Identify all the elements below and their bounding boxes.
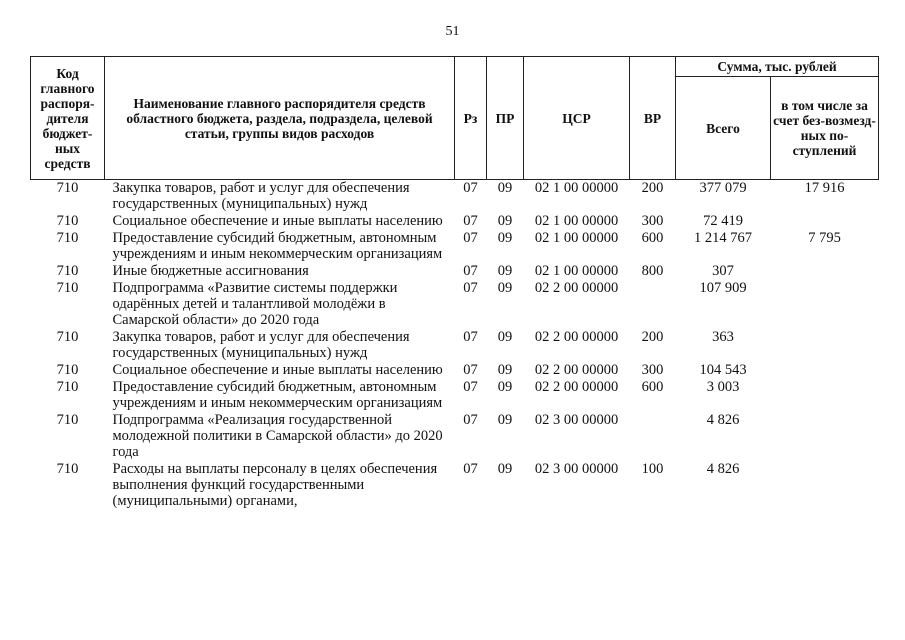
cell-free xyxy=(771,280,879,329)
cell-free xyxy=(771,379,879,412)
cell-rz: 07 xyxy=(463,280,478,296)
table-body xyxy=(31,180,879,511)
cell-free xyxy=(771,213,879,230)
cell-vr xyxy=(630,412,676,461)
cell-name: Расходы на выплаты персоналу в целях обеспечения выполнения функций государственными (муниципальными) органами, xyxy=(112,461,438,509)
cell-total: 4 826 xyxy=(706,461,740,477)
cell-csr: 02 2 00 00000 xyxy=(534,362,619,378)
cell-name: Подпрограмма «Развитие системы поддержки одарённых детей и талантливой молодёжи в Самарской области» до 2020 года xyxy=(112,280,398,328)
cell-name: Предоставление субсидий бюджетным, автономным учреждениям и иным некоммерческим организациям xyxy=(112,230,443,262)
table-row xyxy=(31,213,879,230)
cell-total: 363 xyxy=(712,329,734,345)
cell-vr xyxy=(630,280,676,329)
cell-pr: 09 xyxy=(497,461,513,477)
cell-csr: 02 2 00 00000 xyxy=(534,280,619,296)
cell-rz: 07 xyxy=(463,379,478,395)
page-number: 51 xyxy=(445,24,460,39)
table-row xyxy=(31,230,879,263)
cell-total: 107 909 xyxy=(699,280,747,296)
cell-name: Закупка товаров, работ и услуг для обеспечения государственных (муниципальных) нужд xyxy=(112,180,410,212)
cell-pr: 09 xyxy=(497,280,513,296)
cell-name: Закупка товаров, работ и услуг для обеспечения государственных (муниципальных) нужд xyxy=(112,329,410,361)
cell-total: 104 543 xyxy=(699,362,747,378)
cell-free: 7 795 xyxy=(808,230,841,246)
cell-code: 710 xyxy=(56,230,79,246)
header-total: Всего xyxy=(676,77,771,180)
cell-rz: 07 xyxy=(463,412,478,428)
cell-pr: 09 xyxy=(497,180,513,196)
header-sum: Сумма, тыс. рублей xyxy=(676,57,879,77)
cell-pr: 09 xyxy=(497,412,513,428)
cell-name: Иные бюджетные ассигнования xyxy=(112,263,309,279)
header-vr: ВР xyxy=(630,57,676,180)
cell-code: 710 xyxy=(56,362,79,378)
cell-free xyxy=(771,329,879,362)
cell-name: Социальное обеспечение и иные выплаты населению xyxy=(112,362,443,378)
cell-total: 72 419 xyxy=(703,213,743,229)
budget-table xyxy=(30,56,879,510)
cell-code: 710 xyxy=(56,213,79,229)
cell-name: Подпрограмма «Реализация государственной молодежной политики в Самарской области» до 2020 года xyxy=(112,412,443,460)
cell-free xyxy=(771,362,879,379)
cell-csr: 02 2 00 00000 xyxy=(534,379,619,395)
cell-rz: 07 xyxy=(463,362,478,378)
cell-vr: 300 xyxy=(641,213,664,229)
cell-code: 710 xyxy=(56,180,79,196)
header-csr: ЦСР xyxy=(524,57,630,180)
cell-vr: 600 xyxy=(641,230,664,246)
table-row xyxy=(31,379,879,412)
header-code: Код главного распоря-дителя бюджет-ных средств xyxy=(31,57,105,180)
header-free: в том числе за счет без-возмезд-ных по-ступлений xyxy=(771,77,879,180)
cell-rz: 07 xyxy=(463,230,478,246)
cell-name: Социальное обеспечение и иные выплаты населению xyxy=(112,213,443,229)
cell-free: 17 916 xyxy=(804,180,845,196)
cell-vr: 600 xyxy=(641,379,664,395)
cell-free xyxy=(771,263,879,280)
table-row xyxy=(31,362,879,379)
cell-code: 710 xyxy=(56,329,79,345)
cell-pr: 09 xyxy=(497,379,513,395)
table-header xyxy=(31,57,879,180)
cell-code: 710 xyxy=(56,263,79,279)
cell-rz: 07 xyxy=(463,263,478,279)
cell-total: 377 079 xyxy=(699,180,747,196)
cell-rz: 07 xyxy=(463,329,478,345)
cell-code: 710 xyxy=(56,461,79,477)
table-row xyxy=(31,280,879,329)
cell-pr: 09 xyxy=(497,213,513,229)
table-row xyxy=(31,461,879,510)
table-row xyxy=(31,180,879,214)
cell-code: 710 xyxy=(56,280,79,296)
table-row xyxy=(31,263,879,280)
table-row xyxy=(31,412,879,461)
header-rz: Рз xyxy=(455,57,487,180)
cell-total: 307 xyxy=(712,263,734,279)
cell-vr: 200 xyxy=(641,329,664,345)
cell-vr: 200 xyxy=(641,180,664,196)
cell-code: 710 xyxy=(56,412,79,428)
cell-csr: 02 3 00 00000 xyxy=(534,461,619,477)
cell-pr: 09 xyxy=(497,263,513,279)
cell-vr: 100 xyxy=(641,461,664,477)
cell-name: Предоставление субсидий бюджетным, автономным учреждениям и иным некоммерческим организациям xyxy=(112,379,443,411)
cell-total: 4 826 xyxy=(706,412,740,428)
cell-csr: 02 1 00 00000 xyxy=(534,230,619,246)
cell-csr: 02 1 00 00000 xyxy=(534,180,619,196)
cell-rz: 07 xyxy=(463,213,478,229)
cell-csr: 02 1 00 00000 xyxy=(534,263,619,279)
cell-csr: 02 2 00 00000 xyxy=(534,329,619,345)
cell-free xyxy=(771,461,879,510)
table-row xyxy=(31,329,879,362)
cell-rz: 07 xyxy=(463,461,478,477)
cell-rz: 07 xyxy=(463,180,478,196)
cell-vr: 800 xyxy=(641,263,664,279)
cell-csr: 02 1 00 00000 xyxy=(534,213,619,229)
cell-vr: 300 xyxy=(641,362,664,378)
cell-code: 710 xyxy=(56,379,79,395)
cell-pr: 09 xyxy=(497,230,513,246)
cell-total: 3 003 xyxy=(706,379,740,395)
cell-pr: 09 xyxy=(497,329,513,345)
cell-csr: 02 3 00 00000 xyxy=(534,412,619,428)
cell-free xyxy=(771,412,879,461)
cell-pr: 09 xyxy=(497,362,513,378)
cell-total: 1 214 767 xyxy=(694,230,752,246)
header-name: Наименование главного распорядителя средств областного бюджета, раздела, подраздела, целевой статьи, группы видов расходов xyxy=(105,57,455,180)
header-pr: ПР xyxy=(487,57,524,180)
